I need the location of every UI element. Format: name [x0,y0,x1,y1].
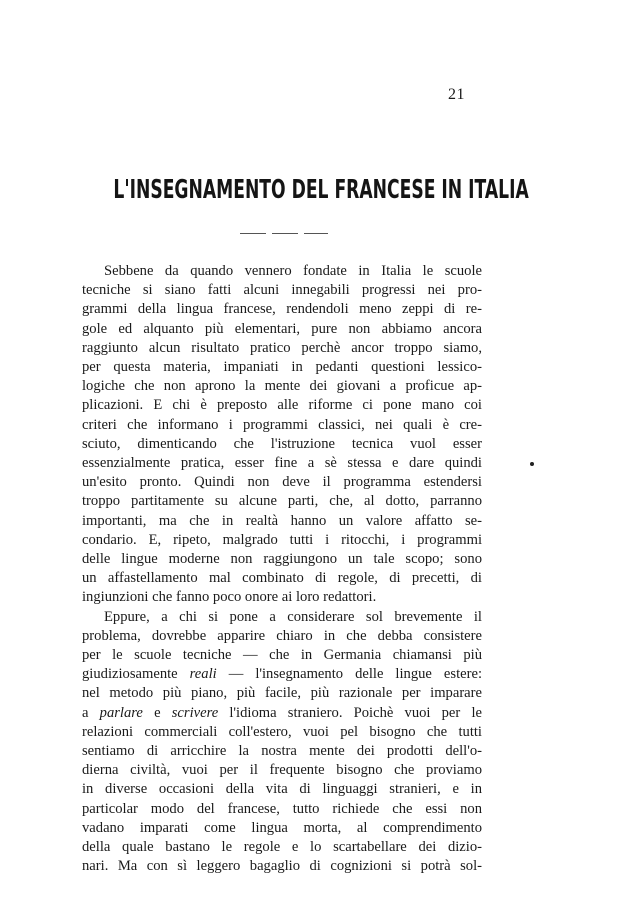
italic-word-scrivere: scrivere [171,704,219,721]
body-text [82,262,482,877]
body-line: tecniche si siano fatti alcuni innegabili progressi nei pro- [82,282,482,299]
body-line: importanti, ma che in realtà hanno un valore affatto se- [82,512,482,529]
body-line: grammi della lingua francese, rendendoli meno zeppi di re- [82,301,482,318]
title-rule-divider [240,233,328,234]
body-line: nari. Ma con sì leggero bagaglio di cognizioni si potrà sol- [82,858,482,875]
body-line: raggiunto alcun risultato pratico perchè ancor troppo siamo, [82,339,482,356]
body-line [82,665,482,684]
body-line: un affastellamento mal combinato di regole, di precetti, di [82,570,482,587]
chapter-title: L'INSEGNAMENTO DEL FRANCESE IN ITALIA [113,175,529,205]
italic-word-reali: reali [189,666,217,683]
body-line: troppo partitamente su alcune parti, che, al dotto, parranno [82,493,482,510]
page-number: 21 [448,86,465,103]
body-line: in diverse occasioni della vita di linguaggi stranieri, e in [82,781,482,798]
body-line: condario. E, ripeto, malgrado tutti i ritocchi, i programmi [82,531,482,548]
body-line: criteri che informano i programmi classici, nei quali è cre- [82,416,482,433]
body-line: logiche che non aprono la mente dei giovani a proficue ap- [82,378,482,395]
line-segment: a [82,704,89,721]
line-segment: giudiziosamente [82,666,178,683]
body-line: sentiamo di arricchire la nostra mente dei prodotti dell'o- [82,743,482,760]
body-line: Sebbene da quando vennero fondate in Italia le scuole [104,263,482,279]
line-segment: — l'insegnamento delle lingue estere: [228,666,482,683]
body-line: essenzialmente pratica, esser fine a sè stessa e dare quindi [82,455,482,472]
body-line: gole ed alquanto più elementari, pure non abbiamo ancora [82,320,482,337]
body-line: sciuto, dimenticando che l'istruzione tecnica vuol esser [82,435,482,452]
body-line: delle lingue moderne non raggiungono un tale scopo; sono [82,551,482,568]
line-segment: l'idioma straniero. Poichè vuoi per le [229,704,482,721]
body-line: relazioni commerciali coll'estero, vuoi pel bisogno che tutti [82,723,482,740]
body-line: un'esito pronto. Quindi non deve il programma estendersi [82,474,482,491]
body-line: ingiunzioni che fanno poco onore ai loro redattori. [82,589,377,606]
body-line: nel metodo più piano, più facile, più razionale per imparare [82,685,482,702]
italic-word-parlare: parlare [99,704,143,721]
stray-ink-mark [530,462,534,466]
body-line: dierna civiltà, vuoi per il frequente bisogno che proviamo [82,762,482,779]
body-line: particolar modo del francese, tutto richiede che essi non [82,800,482,817]
body-line: problema, dovrebbe apparire chiaro in che debba consistere [82,627,482,644]
body-line: per questa materia, impaniati in pedanti questioni lessico- [82,359,482,376]
body-line: Eppure, a chi si pone a considerare sol brevemente il [104,608,482,625]
body-line: per le scuole tecniche — che in Germania chiamansi più [82,647,482,664]
body-line: plicazioni. E chi è preposto alle riforme ci pone mano coi [82,397,482,414]
body-line: della quale bastano le regole e lo scartabellare dei dizio- [82,839,482,856]
line-segment: e [154,704,161,721]
body-line: vadano imparati come lingua morta, al comprendimento [82,819,482,836]
body-line [82,704,482,723]
